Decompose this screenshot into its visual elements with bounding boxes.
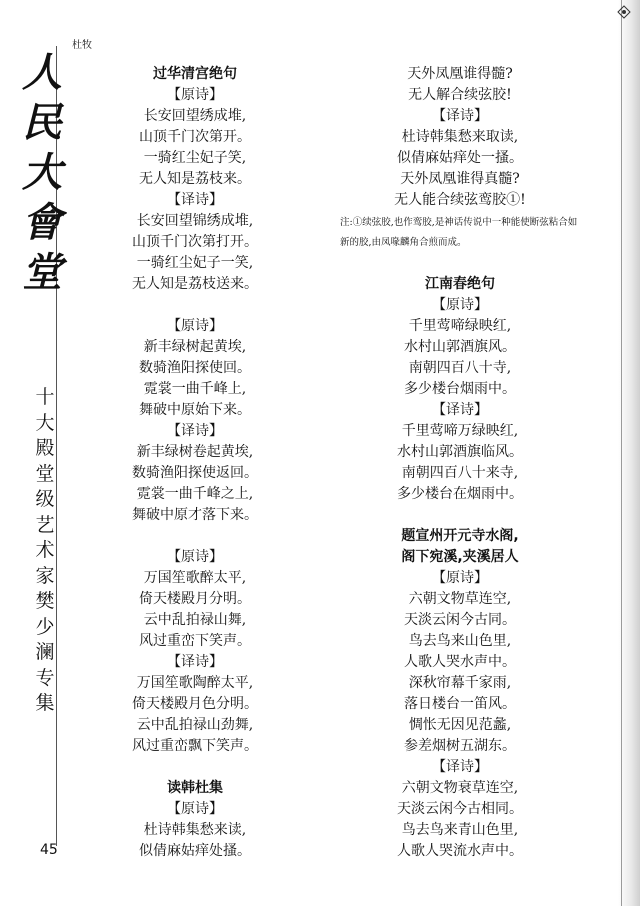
poem-line: 杜诗韩集愁来读,: [143, 822, 247, 838]
section-label: 【原诗】: [167, 549, 223, 565]
poem-title: 题宣州开元寺水阁,: [401, 528, 519, 544]
poem-line: 鸟去鸟来山色里,: [408, 633, 512, 649]
masthead-char: 大: [22, 149, 62, 196]
poem-line: 倚天楼殿月色分明。: [132, 696, 258, 712]
poem-line: 天外凤凰谁得髓?: [407, 66, 513, 82]
section-label: 【原诗】: [432, 297, 488, 313]
poem-line: 天淡云闲今古同。: [404, 612, 516, 628]
poem-line: 无人能合续弦鸾胶①!: [394, 192, 526, 208]
poem-line: 人歌人哭流水声中。: [397, 843, 523, 859]
poem-line: 数骑渔阳探使回。: [139, 360, 251, 376]
poem-line: 落日楼台一笛风。: [404, 696, 516, 712]
section-label: 【译诗】: [167, 654, 223, 670]
poem-line: 霓裳一曲千峰上,: [143, 381, 247, 397]
poem-line: 水村山郭酒旗临风。: [397, 444, 523, 460]
left-column: [110, 64, 280, 862]
poem-title: 过华清宫绝句: [153, 66, 237, 82]
poem-line: 无人知是荔枝送来。: [132, 276, 258, 292]
poem-line: 风过重峦下笑声。: [139, 633, 251, 649]
poem-line: 鸟去鸟来青山色里,: [401, 822, 519, 838]
poem-line: 长安回望锦绣成堆,: [136, 213, 254, 229]
poem-line: 长安回望绣成堆,: [143, 108, 247, 124]
poem-line: 山顶千门次第开。: [139, 129, 251, 145]
section-label: 【译诗】: [167, 423, 223, 439]
poem-line: 倚天楼殿月分明。: [139, 591, 251, 607]
section-label: 【译诗】: [432, 759, 488, 775]
author-name: 杜牧: [72, 40, 92, 51]
poem-line: 多少楼台在烟雨中。: [397, 486, 523, 502]
poem-line: 无人知是荔枝来。: [139, 171, 251, 187]
poem-line: 杜诗韩集愁来取读,: [401, 129, 519, 145]
poem-line: 万国笙歌陶醉太平,: [136, 675, 254, 691]
poem-line: 南朝四百八十寺,: [408, 360, 512, 376]
poem-line: 云中乱拍禄山劲舞,: [136, 717, 254, 733]
poem-line: 天外凤凰谁得真髓?: [400, 171, 520, 187]
poem-line: 似倩麻姑痒处一搔。: [397, 150, 523, 166]
page-number: 45: [40, 842, 58, 858]
poem-line: 天淡云闲今古相同。: [397, 801, 523, 817]
poem-line: 云中乱拍禄山舞,: [143, 612, 247, 628]
masthead-char: 會: [22, 199, 62, 246]
section-label: 【译诗】: [167, 192, 223, 208]
poem-line: 参差烟树五湖东。: [404, 738, 516, 754]
scan-edge-line: [621, 0, 622, 906]
poem-line: 万国笙歌醉太平,: [143, 570, 247, 586]
section-label: 【原诗】: [167, 801, 223, 817]
poem-line: 新丰绿树卷起黄埃,: [136, 444, 254, 460]
poem-title: 阁下宛溪,夹溪居人: [401, 549, 519, 565]
poem-line: 新丰绿树起黄埃,: [143, 339, 247, 355]
poem-line: 南朝四百八十来寺,: [401, 465, 519, 481]
masthead-char: 民: [22, 99, 62, 146]
footnote: 注:①续弦胶,也作鸾胶,是神话传说中一种能使断弦粘合如新的胶,由凤喙麟角合煎而成。: [340, 217, 578, 248]
poem-title: 江南春绝句: [425, 276, 495, 292]
poem-line: 似倩麻姑痒处搔。: [139, 843, 251, 859]
poem-line: 霓裳一曲千峰之上,: [136, 486, 254, 502]
section-label: 【原诗】: [167, 87, 223, 103]
masthead-char: 人: [22, 49, 62, 96]
poem-line: 人歌人哭水声中。: [404, 654, 516, 670]
poem-line: 六朝文物衰草连空,: [401, 780, 519, 796]
poem-title: 读韩杜集: [167, 780, 223, 796]
corner-fold-mark: [616, 4, 632, 20]
section-label: 【原诗】: [432, 570, 488, 586]
poem-line: 舞破中原始下来。: [139, 402, 251, 418]
poem-line: 多少楼台烟雨中。: [404, 381, 516, 397]
poem-line: 千里莺啼绿映红,: [408, 318, 512, 334]
masthead-char: 堂: [22, 249, 62, 296]
section-label: 【原诗】: [167, 318, 223, 334]
section-label: 【译诗】: [432, 402, 488, 418]
poem-line: 水村山郭酒旗风。: [404, 339, 516, 355]
poem-line: 数骑渔阳探使返回。: [132, 465, 258, 481]
poem-line: 无人解合续弦胶!: [408, 87, 512, 103]
section-label: 【译诗】: [432, 108, 488, 124]
poem-line: 惆怅无因见范蠡,: [408, 717, 512, 733]
poem-line: 一骑红尘妃子一笑,: [136, 255, 254, 271]
poem-line: 千里莺啼万绿映红,: [401, 423, 519, 439]
sidebar-title: 十大殿堂级艺术家樊少澜专集: [35, 386, 55, 714]
poem-line: 深秋帘幕千家雨,: [408, 675, 512, 691]
masthead-calligraphy: [22, 48, 62, 298]
poem-line: 山顶千门次第打开。: [132, 234, 258, 250]
poem-line: 舞破中原才落下来。: [132, 507, 258, 523]
poem-line: 风过重峦飘下笑声。: [132, 738, 258, 754]
poem-line: 一骑红尘妃子笑,: [143, 150, 247, 166]
poem-line: 六朝文物草连空,: [408, 591, 512, 607]
right-column: [340, 64, 580, 862]
